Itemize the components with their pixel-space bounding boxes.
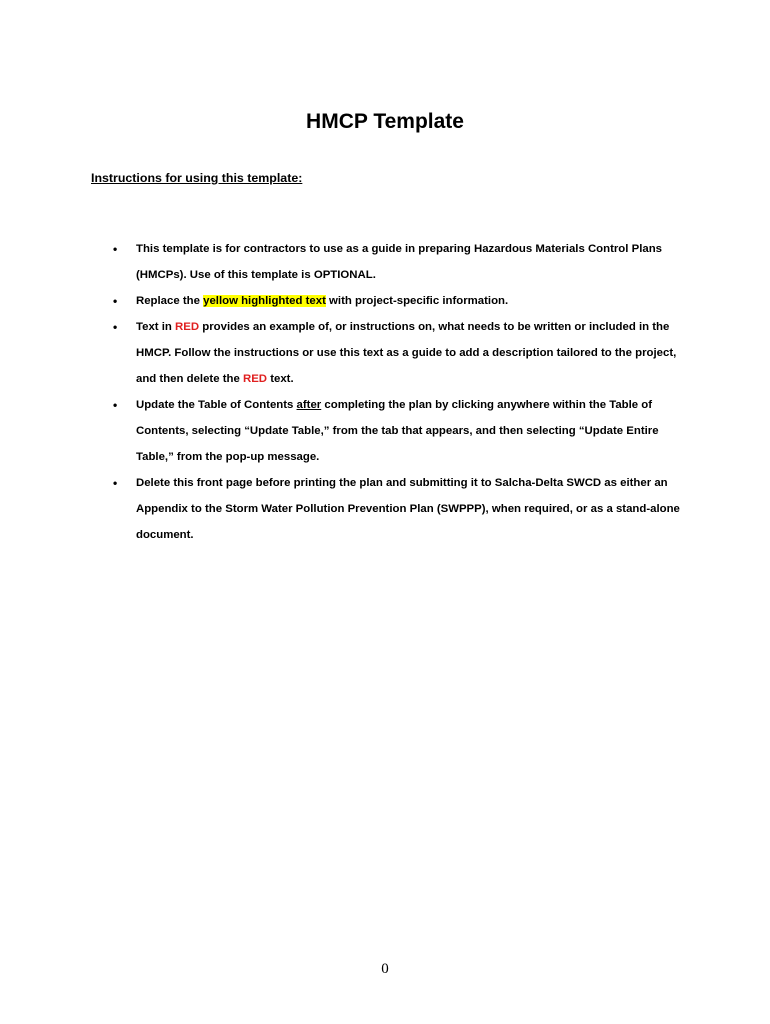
bullet-icon: • [113,242,118,256]
list-item-text-after: text. [267,373,294,385]
list-item-text: This template is for contractors to use as a guide in preparing Hazardous Materials Control Plans (HMCPs). Use of this template is OPTIONAL. [136,243,662,281]
list-item [91,470,691,548]
underlined-text: after [296,399,322,411]
instructions-heading: Instructions for using this template: [91,171,303,185]
list-item-text-before: Text in [136,321,176,333]
list-item-text-middle: provides an example of, or instructions on, what needs to be written or included in the HMCP. Follow the instructions or use this text as a guide to add a description tailored to the project, and then delete the [136,321,677,385]
bullet-icon: • [113,476,118,490]
list-item [91,392,691,470]
instructions-list [91,236,691,548]
red-text: RED [242,373,268,385]
list-item-text: Delete this front page before printing the plan and submitting it to Salcha-Delta SWCD as either an Appendix to the Storm Water Pollution Prevention Plan (SWPPP), when required, or as a stand-alone document. [136,477,680,541]
list-item-text-after: completing the plan by clicking anywhere within the Table of Contents, selecting “Update Table,” from the tab that appears, and then selecting “Update Entire Table,” from the pop-up message. [136,399,659,463]
list-item [91,314,691,392]
highlighted-text: yellow highlighted text [203,295,326,307]
bullet-icon: • [113,320,118,334]
list-item-text-after: with project-specific information. [325,295,509,307]
bullet-icon: • [113,294,118,308]
bullet-icon: • [113,398,118,412]
list-item [91,288,691,314]
page-number: 0 [381,961,389,977]
list-item [91,236,691,288]
list-item-text-before: Update the Table of Contents [136,399,297,411]
page-title: HMCP Template [306,110,464,133]
list-item-text-before: Replace the [136,295,204,307]
red-text: RED [175,321,200,333]
